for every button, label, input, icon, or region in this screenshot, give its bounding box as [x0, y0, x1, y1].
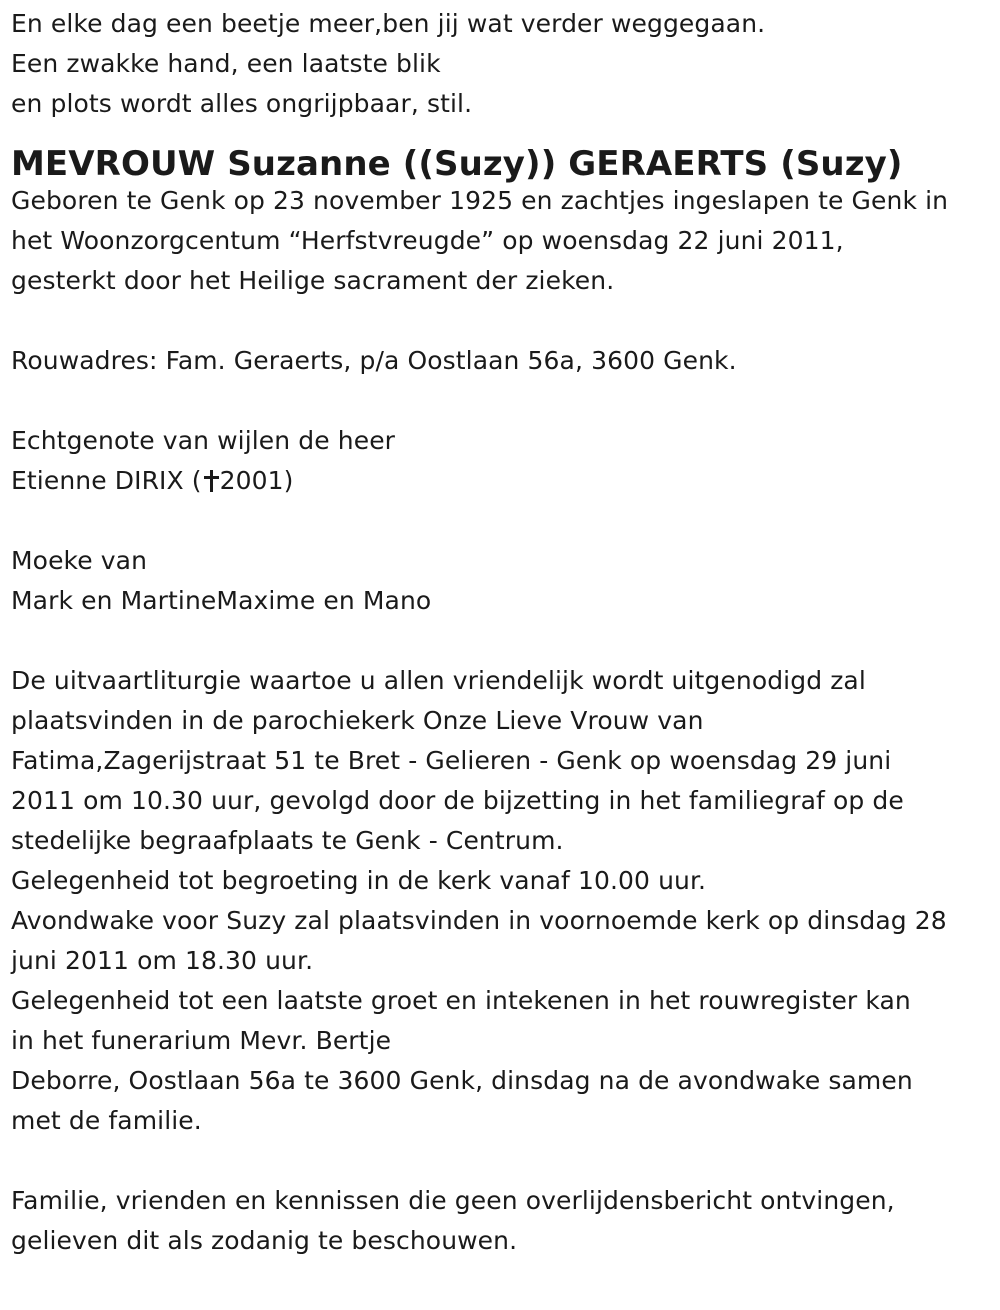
- children-block: [11, 541, 996, 621]
- funeral-line: plaatsvinden in de parochiekerk Onze Lieve Vrouw van: [11, 706, 704, 735]
- spacer: [11, 621, 996, 661]
- funeral-line: De uitvaartliturgie waartoe u allen vriendelijk wordt uitgenodigd zal: [11, 666, 866, 695]
- poem-line-1: En elke dag een beetje meer,ben jij wat verder weggegaan.: [11, 9, 766, 38]
- funeral-line: Fatima,Zagerijstraat 51 te Bret - Gelieren - Genk op woensdag 29 juni: [11, 746, 892, 775]
- closing-line-2: gelieven dit als zodanig te beschouwen.: [11, 1226, 518, 1255]
- deceased-name-title: MEVROUW Suzanne ((Suzy)) GERAERTS (Suzy): [11, 144, 903, 184]
- funeral-line: Gelegenheid tot begroeting in de kerk vanaf 10.00 uur.: [11, 866, 707, 895]
- funeral-line: stedelijke begraafplaats te Genk - Centrum.: [11, 826, 564, 855]
- mourning-address: Rouwadres: Fam. Geraerts, p/a Oostlaan 56a, 3600 Genk.: [11, 346, 737, 375]
- spacer: [11, 381, 996, 421]
- closing-block: [11, 1181, 996, 1261]
- poem-line-2: Een zwakke hand, een laatste blik: [11, 49, 441, 78]
- cross-icon: [204, 470, 218, 492]
- children-line-2: Mark en MartineMaxime en Mano: [11, 586, 432, 615]
- funeral-line: Avondwake voor Suzy zal plaatsvinden in voornoemde kerk op dinsdag 28: [11, 906, 947, 935]
- closing-line-1: Familie, vrienden en kennissen die geen overlijdensbericht ontvingen,: [11, 1186, 895, 1215]
- spouse-block: [11, 421, 996, 501]
- spouse-name: Etienne DIRIX (: [11, 466, 202, 495]
- funeral-block: [11, 661, 996, 1141]
- birth-line-1: Geboren te Genk op 23 november 1925 en zachtjes ingeslapen te Genk in: [11, 186, 949, 215]
- children-line-1: Moeke van: [11, 546, 148, 575]
- birth-death-block: [11, 181, 996, 301]
- spacer: [11, 1141, 996, 1181]
- funeral-line: juni 2011 om 18.30 uur.: [11, 946, 314, 975]
- funeral-line: Deborre, Oostlaan 56a te 3600 Genk, dinsdag na de avondwake samen: [11, 1066, 913, 1095]
- funeral-line: Gelegenheid tot een laatste groet en intekenen in het rouwregister kan: [11, 986, 911, 1015]
- spouse-line-2: [11, 461, 996, 501]
- poem-block: [11, 4, 996, 124]
- funeral-line: 2011 om 10.30 uur, gevolgd door de bijzetting in het familiegraf op de: [11, 786, 904, 815]
- birth-line-3: gesterkt door het Heilige sacrament der zieken.: [11, 266, 615, 295]
- birth-line-2: het Woonzorgcentum “Herfstvreugde” op woensdag 22 juni 2011,: [11, 226, 844, 255]
- spacer: [11, 301, 996, 341]
- funeral-line: in het funerarium Mevr. Bertje: [11, 1026, 392, 1055]
- spouse-line-1: Echtgenote van wijlen de heer: [11, 426, 396, 455]
- obituary-notice: [11, 4, 996, 1261]
- spacer: [11, 501, 996, 541]
- poem-line-3: en plots wordt alles ongrijpbaar, stil.: [11, 89, 473, 118]
- funeral-line: met de familie.: [11, 1106, 202, 1135]
- spouse-death-year: 2001): [219, 466, 294, 495]
